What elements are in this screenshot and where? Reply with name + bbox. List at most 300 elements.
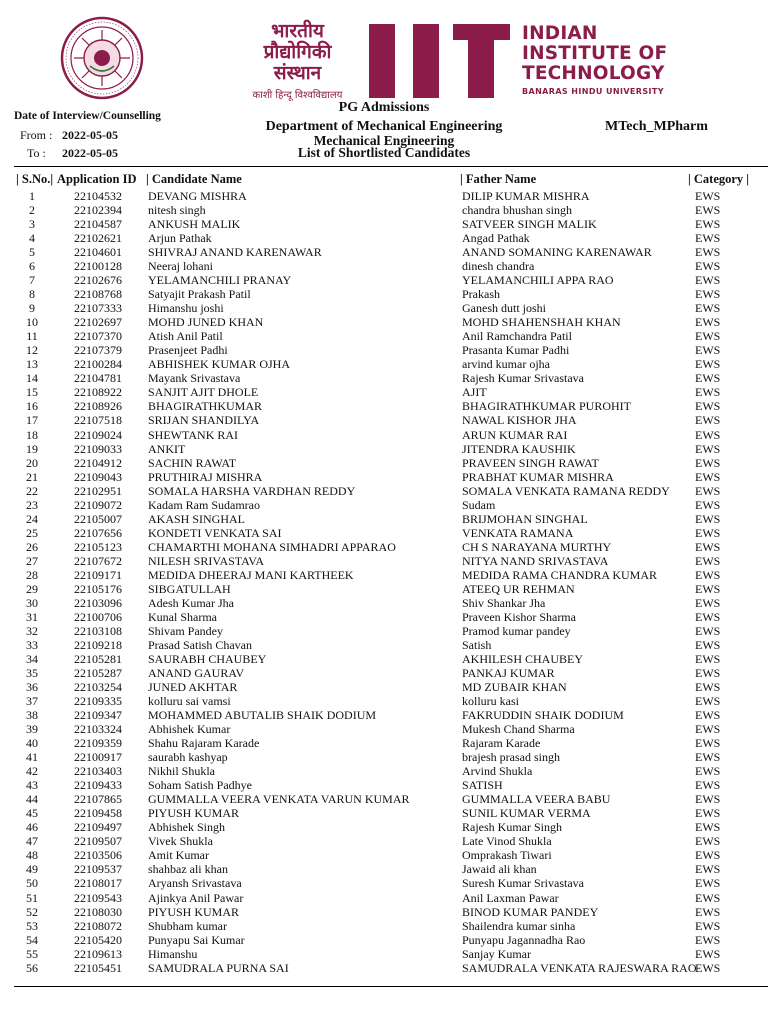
category-cell: EWS — [695, 511, 721, 526]
category-cell: EWS — [695, 862, 721, 877]
sno-cell: 34 — [26, 651, 38, 666]
candidate-name-cell: YELAMANCHILI PRANAY — [148, 273, 292, 288]
category-cell: EWS — [695, 287, 721, 302]
category-cell: EWS — [695, 581, 721, 596]
father-name-cell: YELAMANCHILI APPA RAO — [462, 273, 614, 288]
sno-cell: 33 — [26, 637, 38, 652]
table-row — [0, 806, 768, 820]
candidate-name-cell: ANAND GAURAV — [148, 666, 245, 681]
father-name-cell: Punyapu Jagannadha Rao — [462, 932, 586, 947]
father-name-cell: kolluru kasi — [462, 694, 519, 709]
candidate-name-cell: ANKIT — [148, 441, 186, 456]
father-name-cell: BRIJMOHAN SINGHAL — [462, 511, 588, 526]
table-bottom-rule — [14, 986, 768, 987]
sno-cell: 6 — [29, 259, 35, 274]
application-id-cell: 22108030 — [74, 904, 122, 919]
candidate-name-cell: Abhishek Kumar — [148, 722, 231, 737]
father-name-cell: GUMMALLA VEERA BABU — [462, 792, 611, 807]
father-name-cell: Omprakash Tiwari — [462, 848, 552, 863]
candidate-name-cell: Ajinkya Anil Pawar — [148, 890, 244, 905]
category-cell: EWS — [695, 834, 721, 849]
sno-cell: 17 — [26, 413, 38, 428]
category-cell: EWS — [695, 553, 721, 568]
father-name-cell: ATEEQ UR REHMAN — [462, 581, 575, 596]
table-row — [0, 343, 768, 357]
application-id-cell: 22108072 — [74, 918, 122, 933]
application-id-cell: 22102621 — [74, 231, 122, 246]
table-row — [0, 610, 768, 624]
candidate-name-cell: SRIJAN SHANDILYA — [148, 413, 260, 428]
category-cell: EWS — [695, 708, 721, 723]
candidate-name-cell: Neeraj lohani — [148, 259, 213, 274]
application-id-cell: 22107518 — [74, 413, 122, 428]
candidate-name-cell: Arjun Pathak — [148, 231, 212, 246]
table-row — [0, 750, 768, 764]
sno-cell: 44 — [26, 792, 38, 807]
table-row — [0, 708, 768, 722]
sno-cell: 39 — [26, 722, 38, 737]
sno-cell: 54 — [26, 932, 38, 947]
father-name-cell: Late Vinod Shukla — [462, 834, 552, 849]
category-cell: EWS — [695, 413, 721, 428]
from-label: From : — [20, 128, 53, 142]
table-row — [0, 357, 768, 371]
father-name-cell: SOMALA VENKATA RAMANA REDDY — [462, 483, 670, 498]
table-row — [0, 736, 768, 750]
father-name-cell: SATVEER SINGH MALIK — [462, 217, 597, 232]
table-row — [0, 526, 768, 540]
table-row — [0, 329, 768, 343]
category-cell: EWS — [695, 301, 721, 316]
sno-cell: 52 — [26, 904, 38, 919]
category-cell: EWS — [695, 637, 721, 652]
category-cell: EWS — [695, 694, 721, 709]
application-id-cell: 22103403 — [74, 764, 122, 779]
candidate-name-cell: SHEWTANK RAI — [148, 427, 239, 442]
table-row — [0, 919, 768, 933]
sno-cell: 23 — [26, 497, 38, 512]
father-name-cell: Rajaram Karade — [462, 736, 541, 751]
category-cell: EWS — [695, 890, 721, 905]
column-header-category: | Category | — [688, 172, 750, 186]
category-cell: EWS — [695, 778, 721, 793]
application-id-cell: 22102697 — [74, 315, 122, 330]
application-id-cell: 22103108 — [74, 623, 122, 638]
candidate-name-cell: Nikhil Shukla — [148, 764, 216, 779]
table-row — [0, 399, 768, 413]
application-id-cell: 22109613 — [74, 946, 122, 961]
candidate-name-cell: AKASH SINGHAL — [148, 511, 246, 526]
application-id-cell: 22105281 — [74, 651, 122, 666]
institute-name-hindi — [230, 22, 365, 101]
application-id-cell: 22104601 — [74, 245, 122, 260]
application-id-cell: 22107865 — [74, 792, 122, 807]
category-cell: EWS — [695, 680, 721, 695]
application-id-cell: 22105420 — [74, 932, 122, 947]
application-id-cell: 22109359 — [74, 736, 122, 751]
application-id-cell: 22107379 — [74, 343, 122, 358]
candidate-name-cell: Vivek Shukla — [148, 834, 213, 849]
candidate-name-cell: ABHISHEK KUMAR OJHA — [148, 357, 291, 372]
application-id-cell: 22109024 — [74, 427, 122, 442]
sno-cell: 21 — [26, 469, 38, 484]
sno-cell: 49 — [26, 862, 38, 877]
sno-cell: 37 — [26, 694, 38, 709]
table-row — [0, 652, 768, 666]
sno-cell: 46 — [26, 820, 38, 835]
sno-cell: 25 — [26, 525, 38, 540]
candidate-name-cell: Adesh Kumar Jha — [148, 595, 234, 610]
application-id-cell: 22100706 — [74, 609, 122, 624]
father-name-cell: Praveen Kishor Sharma — [462, 609, 576, 624]
category-cell: EWS — [695, 722, 721, 737]
application-id-cell: 22107656 — [74, 525, 122, 540]
category-cell: EWS — [695, 525, 721, 540]
hindi-name-line-1: भारतीय — [271, 20, 324, 42]
table-row — [0, 905, 768, 919]
father-name-cell: PRAVEEN SINGH RAWAT — [462, 455, 599, 470]
category-cell: EWS — [695, 329, 721, 344]
sno-cell: 36 — [26, 680, 38, 695]
category-cell: EWS — [695, 455, 721, 470]
father-name-cell: chandra bhushan singh — [462, 203, 572, 218]
sno-cell: 51 — [26, 890, 38, 905]
sno-cell: 10 — [26, 315, 38, 330]
department-title: Department of Mechanical Engineering — [265, 119, 503, 134]
table-row — [0, 498, 768, 512]
branch-title: Mechanical Engineering — [313, 133, 455, 148]
father-name-cell: Pramod kumar pandey — [462, 623, 571, 638]
father-name-cell: Arvind Shukla — [462, 764, 533, 779]
category-cell: EWS — [695, 623, 721, 638]
candidate-name-cell: nitesh singh — [148, 203, 206, 218]
application-id-cell: 22104587 — [74, 217, 122, 232]
category-cell: EWS — [695, 736, 721, 751]
table-row — [0, 259, 768, 273]
table-row — [0, 301, 768, 315]
table-row — [0, 540, 768, 554]
category-cell: EWS — [695, 567, 721, 582]
application-id-cell: 22107370 — [74, 329, 122, 344]
application-id-cell: 22108922 — [74, 385, 122, 400]
table-row — [0, 470, 768, 484]
father-name-cell: brajesh prasad singh — [462, 750, 560, 765]
application-id-cell: 22103324 — [74, 722, 122, 737]
father-name-cell: DILIP KUMAR MISHRA — [462, 189, 590, 203]
application-id-cell: 22105287 — [74, 666, 122, 681]
candidate-name-cell: DEVANG MISHRA — [148, 189, 247, 203]
application-id-cell: 22100128 — [74, 259, 122, 274]
table-row — [0, 778, 768, 792]
candidate-name-cell: SAURABH CHAUBEY — [148, 651, 267, 666]
candidate-name-cell: SANJIT AJIT DHOLE — [148, 385, 259, 400]
table-row — [0, 792, 768, 806]
institute-name-line-2: INSTITUTE OF — [522, 43, 668, 64]
candidate-name-cell: Kunal Sharma — [148, 609, 217, 624]
sno-cell: 43 — [26, 778, 38, 793]
table-top-rule — [14, 166, 768, 167]
sno-cell: 28 — [26, 567, 38, 582]
candidate-name-cell: GUMMALLA VEERA VENKATA VARUN KUMAR — [148, 792, 410, 807]
sno-cell: 12 — [26, 343, 38, 358]
sno-cell: 53 — [26, 918, 38, 933]
candidate-name-cell: Prasad Satish Chavan — [148, 637, 252, 652]
candidate-name-cell: MEDIDA DHEERAJ MANI KARTHEEK — [148, 567, 354, 582]
to-label: To : — [27, 146, 46, 160]
hindi-name-line-2: प्रौद्योगिकी — [263, 41, 332, 63]
sno-cell: 27 — [26, 553, 38, 568]
application-id-cell: 22108768 — [74, 287, 122, 302]
candidate-name-cell: Kadam Ram Sudamrao — [148, 497, 260, 512]
father-name-cell: Anil Ramchandra Patil — [462, 329, 572, 344]
iit-logo-icon — [365, 24, 510, 98]
hindi-university-line: काशी हिन्दू विश्वविद्यालय — [252, 90, 343, 101]
sno-cell: 31 — [26, 609, 38, 624]
application-id-cell: 22102676 — [74, 273, 122, 288]
father-name-cell: SAMUDRALA VENKATA RAJESWARA RAO — [462, 960, 697, 975]
candidate-name-cell: PIYUSH KUMAR — [148, 806, 240, 821]
category-cell: EWS — [695, 946, 721, 961]
sno-cell: 55 — [26, 946, 38, 961]
application-id-cell: 22100917 — [74, 750, 122, 765]
candidate-name-cell: kolluru sai vamsi — [148, 694, 231, 709]
table-row — [0, 680, 768, 694]
table-row — [0, 933, 768, 947]
father-name-cell: Sudam — [462, 497, 496, 512]
father-name-cell: JITENDRA KAUSHIK — [462, 441, 576, 456]
institute-name-line-1: INDIAN — [522, 23, 598, 44]
father-name-cell: VENKATA RAMANA — [462, 525, 574, 540]
category-cell: EWS — [695, 357, 721, 372]
table-row — [0, 245, 768, 259]
sno-cell: 11 — [26, 329, 38, 344]
sno-cell: 9 — [29, 301, 35, 316]
father-name-cell: NAWAL KISHOR JHA — [462, 413, 577, 428]
father-name-cell: SUNIL KUMAR VERMA — [462, 806, 591, 821]
category-cell: EWS — [695, 217, 721, 232]
table-row — [0, 217, 768, 231]
candidate-name-cell: MOHAMMED ABUTALIB SHAIK DODIUM — [148, 708, 377, 723]
category-cell: EWS — [695, 539, 721, 554]
father-name-cell: Sanjay Kumar — [462, 946, 531, 961]
application-id-cell: 22109507 — [74, 834, 122, 849]
table-row — [0, 862, 768, 876]
sno-cell: 24 — [26, 511, 38, 526]
application-id-cell: 22105176 — [74, 581, 122, 596]
candidate-name-cell: SHIVRAJ ANAND KARENAWAR — [148, 245, 322, 260]
list-title: List of Shortlisted Candidates — [297, 145, 471, 160]
application-id-cell: 22109033 — [74, 441, 122, 456]
column-header-father-name: | Father Name — [460, 172, 537, 186]
interview-date-label: Date of Interview/Counselling — [14, 110, 161, 122]
application-id-cell: 22109335 — [74, 694, 122, 709]
candidate-name-cell: NILESH SRIVASTAVA — [148, 553, 265, 568]
father-name-cell: ARUN KUMAR RAI — [462, 427, 568, 442]
sno-cell: 56 — [26, 960, 38, 975]
table-row — [0, 315, 768, 329]
table-row — [0, 568, 768, 582]
father-name-cell: PRABHAT KUMAR MISHRA — [462, 469, 614, 484]
category-cell: EWS — [695, 483, 721, 498]
category-cell: EWS — [695, 189, 721, 203]
sno-cell: 1 — [29, 189, 35, 203]
category-cell: EWS — [695, 876, 721, 891]
application-id-cell: 22105123 — [74, 539, 122, 554]
table-row — [0, 371, 768, 385]
category-cell: EWS — [695, 273, 721, 288]
table-row — [0, 582, 768, 596]
table-row — [0, 666, 768, 680]
father-name-cell: Anil Laxman Pawar — [462, 890, 559, 905]
sno-cell: 50 — [26, 876, 38, 891]
category-cell: EWS — [695, 848, 721, 863]
application-id-cell: 22108926 — [74, 399, 122, 414]
candidate-name-cell: saurabh kashyap — [148, 750, 228, 765]
father-name-cell: FAKRUDDIN SHAIK DODIUM — [462, 708, 624, 723]
category-cell: EWS — [695, 203, 721, 218]
category-cell: EWS — [695, 371, 721, 386]
table-row — [0, 848, 768, 862]
candidate-name-cell: Himanshu joshi — [148, 301, 224, 316]
sno-cell: 2 — [29, 203, 35, 218]
father-name-cell: AJIT — [462, 385, 487, 400]
father-name-cell: Satish — [462, 637, 492, 652]
application-id-cell: 22105451 — [74, 960, 122, 975]
sno-cell: 42 — [26, 764, 38, 779]
application-id-cell: 22109043 — [74, 469, 122, 484]
column-header-application-id: Application ID — [57, 172, 137, 186]
to-date-value: 2022-05-05 — [62, 146, 118, 160]
bhu-seal-icon — [60, 16, 144, 100]
candidate-name-cell: SIBGATULLAH — [148, 581, 231, 596]
father-name-cell: dinesh chandra — [462, 259, 535, 274]
father-name-cell: Jawaid ali khan — [462, 862, 537, 877]
application-id-cell: 22103254 — [74, 680, 122, 695]
father-name-cell: AKHILESH CHAUBEY — [462, 651, 583, 666]
application-id-cell: 22109537 — [74, 862, 122, 877]
category-cell: EWS — [695, 806, 721, 821]
table-row — [0, 231, 768, 245]
category-cell: EWS — [695, 750, 721, 765]
candidate-name-cell: Mayank Srivastava — [148, 371, 241, 386]
sno-cell: 45 — [26, 806, 38, 821]
category-cell: EWS — [695, 960, 721, 975]
application-id-cell: 22104532 — [74, 189, 122, 203]
category-cell: EWS — [695, 385, 721, 400]
father-name-cell: Prasanta Kumar Padhi — [462, 343, 570, 358]
application-id-cell: 22107672 — [74, 553, 122, 568]
father-name-cell: MEDIDA RAMA CHANDRA KUMAR — [462, 567, 658, 582]
application-id-cell: 22102951 — [74, 483, 122, 498]
candidate-name-cell: Prasenjeet Padhi — [148, 343, 228, 358]
candidate-name-cell: PRUTHIRAJ MISHRA — [148, 469, 263, 484]
table-row — [0, 189, 768, 203]
application-id-cell: 22104781 — [74, 371, 122, 386]
application-id-cell: 22109433 — [74, 778, 122, 793]
table-row — [0, 891, 768, 905]
application-id-cell: 22100284 — [74, 357, 122, 372]
table-row — [0, 596, 768, 610]
application-id-cell: 22109458 — [74, 806, 122, 821]
university-name-line: BANARAS HINDU UNIVERSITY — [522, 87, 664, 96]
sno-cell: 14 — [26, 371, 38, 386]
sno-cell: 35 — [26, 666, 38, 681]
table-row — [0, 834, 768, 848]
father-name-cell: CH S NARAYANA MURTHY — [462, 539, 612, 554]
sno-cell: 18 — [26, 427, 38, 442]
application-id-cell: 22109218 — [74, 637, 122, 652]
table-row — [0, 385, 768, 399]
table-row — [0, 820, 768, 834]
category-cell: EWS — [695, 651, 721, 666]
father-name-cell: BINOD KUMAR PANDEY — [462, 904, 599, 919]
father-name-cell: SATISH — [462, 778, 503, 793]
sno-cell: 7 — [29, 273, 35, 288]
column-header-sno: | S.No.| — [16, 172, 54, 186]
table-row — [0, 624, 768, 638]
category-cell: EWS — [695, 469, 721, 484]
candidate-name-cell: SOMALA HARSHA VARDHAN REDDY — [148, 483, 356, 498]
sno-cell: 13 — [26, 357, 38, 372]
program-name: MTech_MPharm — [605, 119, 708, 134]
application-id-cell: 22103096 — [74, 595, 122, 610]
candidate-name-cell: Abhishek Singh — [148, 820, 226, 835]
father-name-cell: Ganesh dutt joshi — [462, 301, 546, 316]
category-cell: EWS — [695, 343, 721, 358]
father-name-cell: MD ZUBAIR KHAN — [462, 680, 567, 695]
sno-cell: 19 — [26, 441, 38, 456]
candidate-name-cell: SAMUDRALA PURNA SAI — [148, 960, 289, 975]
table-row — [0, 764, 768, 778]
candidate-name-cell: MOHD JUNED KHAN — [148, 315, 264, 330]
application-id-cell: 22107333 — [74, 301, 122, 316]
father-name-cell: Suresh Kumar Srivastava — [462, 876, 584, 891]
category-cell: EWS — [695, 904, 721, 919]
category-cell: EWS — [695, 245, 721, 260]
father-name-cell: BHAGIRATHKUMAR PUROHIT — [462, 399, 632, 414]
sno-cell: 30 — [26, 595, 38, 610]
table-row — [0, 203, 768, 217]
table-row — [0, 512, 768, 526]
father-name-cell: ANAND SOMANING KARENAWAR — [462, 245, 652, 260]
father-name-cell: NITYA NAND SRIVASTAVA — [462, 553, 609, 568]
father-name-cell: Shailendra kumar sinha — [462, 918, 576, 933]
father-name-cell: arvind kumar ojha — [462, 357, 550, 372]
table-row — [0, 876, 768, 890]
table-row — [0, 456, 768, 470]
sno-cell: 48 — [26, 848, 38, 863]
sno-cell: 16 — [26, 399, 38, 414]
sno-cell: 38 — [26, 708, 38, 723]
application-id-cell: 22104912 — [74, 455, 122, 470]
table-row — [0, 961, 768, 975]
father-name-cell: MOHD SHAHENSHAH KHAN — [462, 315, 621, 330]
category-cell: EWS — [695, 399, 721, 414]
candidate-name-cell: BHAGIRATHKUMAR — [148, 399, 263, 414]
category-cell: EWS — [695, 427, 721, 442]
sno-cell: 5 — [29, 245, 35, 260]
candidate-name-cell: ANKUSH MALIK — [148, 217, 241, 232]
sno-cell: 47 — [26, 834, 38, 849]
sno-cell: 40 — [26, 736, 38, 751]
candidate-name-cell: CHAMARTHI MOHANA SIMHADRI APPARAO — [148, 539, 396, 554]
application-id-cell: 22108017 — [74, 876, 122, 891]
father-name-cell: PANKAJ KUMAR — [462, 666, 555, 681]
application-id-cell: 22102394 — [74, 203, 122, 218]
father-name-cell: Shiv Shankar Jha — [462, 595, 546, 610]
category-cell: EWS — [695, 820, 721, 835]
table-row — [0, 554, 768, 568]
